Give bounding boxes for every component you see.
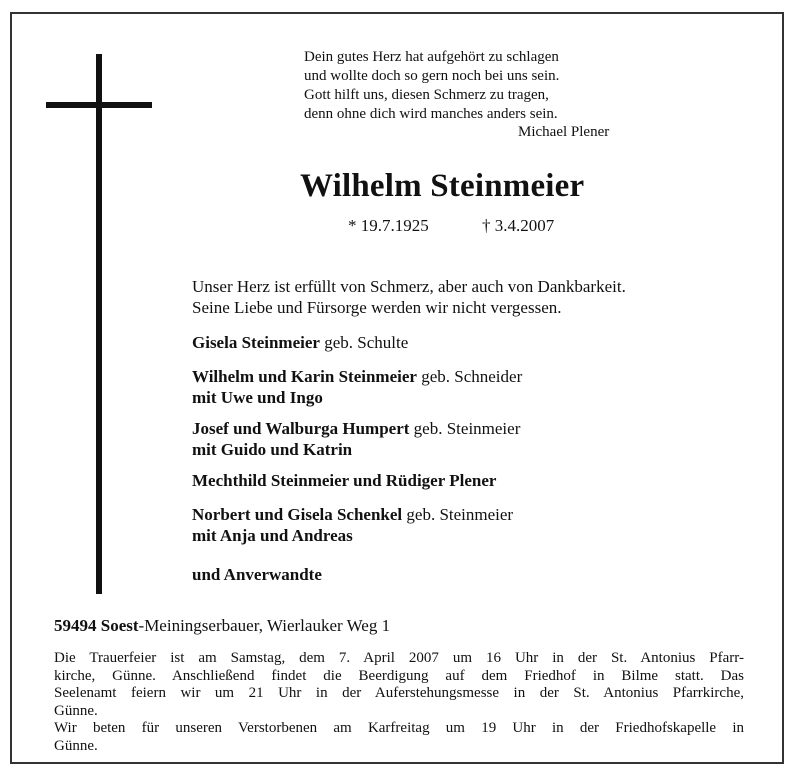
address-street: -Meiningserbauer, Wierlauker Weg 1	[138, 616, 391, 635]
ceremony-details	[54, 650, 744, 755]
death-date: † 3.4.2007	[482, 216, 555, 235]
family-name: Norbert und Gisela Schenkel	[192, 505, 403, 524]
family-nee: geb. Schulte	[324, 333, 409, 352]
family-nee: geb. Steinmeier	[413, 419, 521, 438]
memorial-poem	[304, 48, 559, 124]
family-children: mit Anja und Andreas	[192, 526, 353, 545]
family-entry	[192, 504, 513, 546]
family-name: und Anverwandte	[192, 565, 322, 584]
poem-line: denn ohne dich wird manches anders sein.	[304, 106, 558, 122]
family-entry	[192, 418, 520, 460]
deceased-name: Wilhelm Steinmeier	[300, 168, 585, 204]
details-line: kirche, Günne. Anschließend findet die Beerdigung auf dem Friedhof in Bilme statt. Das	[54, 667, 744, 684]
intro-line: Seine Liebe und Fürsorge werden wir nicht vergessen.	[192, 298, 562, 317]
poem-line: Dein gutes Herz hat aufgehört zu schlagen	[304, 49, 559, 65]
details-line: Günne.	[54, 702, 98, 719]
family-name: Josef und Walburga Humpert	[192, 419, 410, 438]
cross-icon-vertical	[96, 54, 102, 594]
family-children: mit Uwe und Ingo	[192, 388, 323, 407]
family-name: Mechthild Steinmeier und Rüdiger Plener	[192, 471, 497, 490]
family-entry	[192, 332, 408, 353]
family-entry	[192, 564, 322, 585]
family-entry	[192, 366, 522, 408]
intro-text	[192, 276, 626, 318]
details-line: Günne.	[54, 737, 98, 754]
poem-line: und wollte doch so gern noch bei uns sein.	[304, 68, 560, 84]
details-line: Wir beten für unseren Verstorbenen am Karfreitag um 19 Uhr in der Friedhofskapelle in	[54, 720, 744, 736]
intro-line: Unser Herz ist erfüllt von Schmerz, aber auch von Dankbarkeit.	[192, 277, 626, 296]
cross-icon-horizontal	[46, 102, 152, 108]
family-nee: geb. Schneider	[421, 367, 523, 386]
details-line: Die Trauerfeier ist am Samstag, dem 7. April 2007 um 16 Uhr in der St. Antonius Pfarr-	[54, 650, 744, 666]
family-name: Gisela Steinmeier	[192, 333, 320, 352]
birth-date: * 19.7.1925	[348, 216, 429, 235]
details-line: Seelenamt feiern wir um 21 Uhr in der Auferstehungsmesse in der St. Antonius Pfarrkirche,	[54, 685, 744, 701]
poem-author: Michael Plener	[518, 124, 610, 140]
poem-line: Gott hilft uns, diesen Schmerz zu tragen,	[304, 87, 549, 103]
family-nee: geb. Steinmeier	[406, 505, 514, 524]
obituary-notice	[10, 12, 784, 764]
family-name: Wilhelm und Karin Steinmeier	[192, 367, 417, 386]
address-postal: 59494 Soest	[54, 616, 139, 635]
family-children: mit Guido und Katrin	[192, 440, 353, 459]
address	[54, 616, 390, 636]
family-entry	[192, 470, 496, 491]
